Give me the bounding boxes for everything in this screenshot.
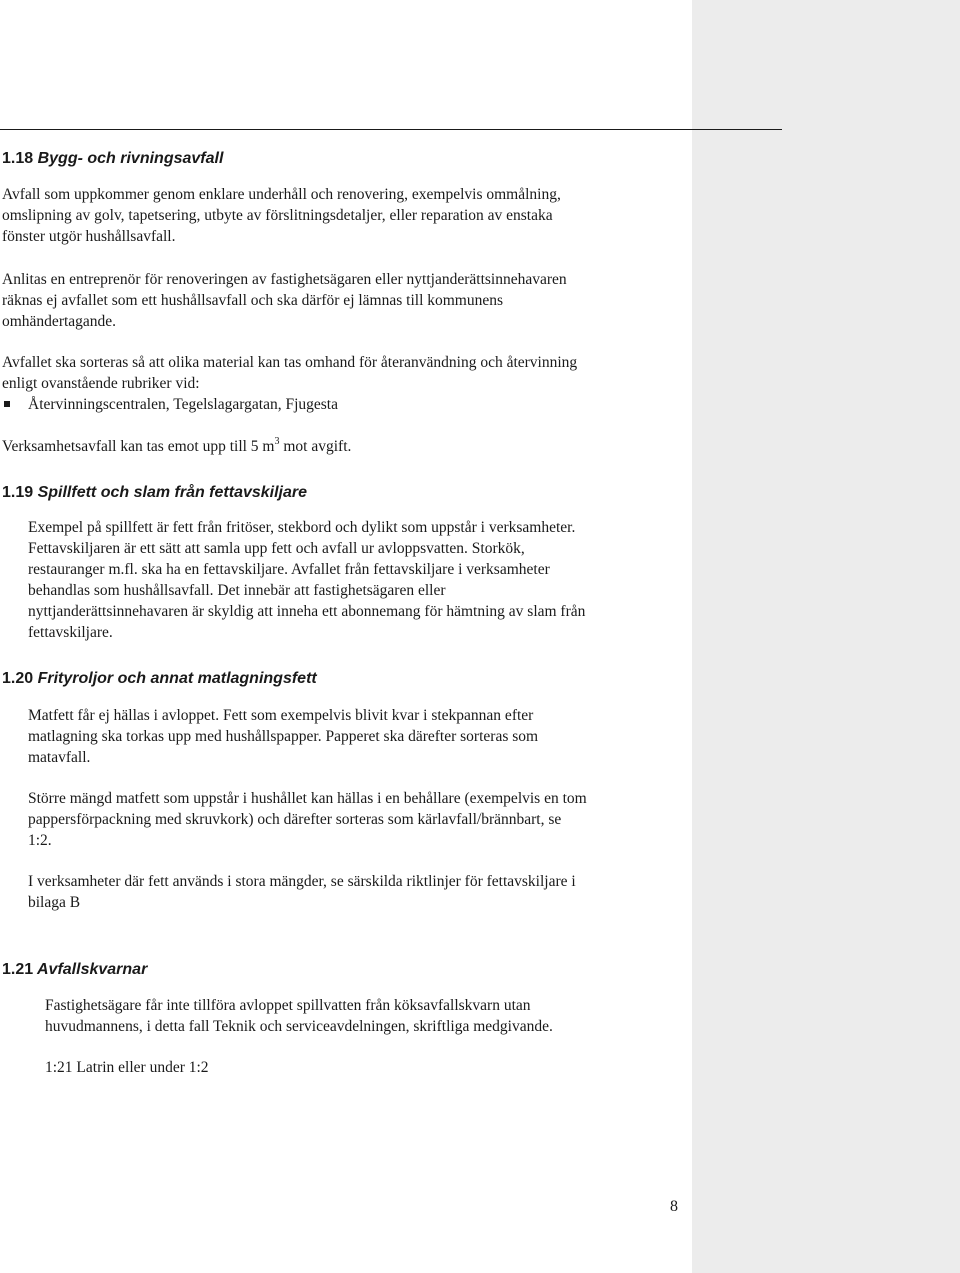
text-line: I verksamheter där fett används i stora mängder, se särskilda riktlinjer för fettavskiljare i [28,873,576,890]
bullet-text: Återvinningscentralen, Tegelslagargatan, Fjugesta [28,396,338,413]
text-line: bilaga B [28,894,81,911]
text-line: enligt ovanstående rubriker vid: [2,375,200,392]
text-line: Fastighetsägare får inte tillföra avloppet spillvatten från köksavfallskvarn utan [45,997,531,1014]
paragraph [45,995,553,1037]
text-line: Avfall som uppkommer genom enklare underhåll och renovering, exempelvis ommålning, [2,186,561,203]
section-heading-1-19 [2,484,307,502]
section-title: Frityroljor och annat matlagningsfett [37,670,317,687]
text-line: 1:21 Latrin eller under 1:2 [45,1059,209,1076]
comment-margin-panel [692,0,960,1273]
section-title: Spillfett och slam från fettavskiljare [37,484,308,501]
section-heading-1-20 [2,670,317,688]
text-line: Större mängd matfett som uppstår i hushållet kan hällas i en behållare (exempelvis en tom [28,790,587,807]
paragraph [2,352,577,394]
paragraph [28,705,538,768]
text-line: Avfallet ska sorteras så att olika material kan tas omhand för återanvändning och återvinning [2,354,578,371]
section-heading-1-21 [2,961,147,979]
text-line: matavfall. [28,749,91,766]
text-line: behandlas som hushållsavfall. Det innebär att fastighetsägaren eller [28,582,446,599]
text-line: Matfett får ej hällas i avloppet. Fett som exempelvis blivit kvar i stekpannan efter [28,707,534,724]
text-run: mot avgift. [279,438,352,455]
text-line: fettavskiljare. [28,624,113,641]
section-title: Avfallskvarnar [37,961,148,978]
text-line: Anlitas en entreprenör för renoveringen av fastighetsägaren eller nyttjanderättsinnehavaren [2,271,567,288]
text-line: Fettavskiljaren är ett sätt att samla upp fett och avfall ur avloppsvatten. Storkök, [28,540,525,557]
paragraph [2,436,351,457]
text-run: Verksamhetsavfall kan tas emot upp till 5 m [2,438,275,455]
text-line: omhändertagande. [2,313,117,330]
text-line: Exempel på spillfett är fett från fritöser, stekbord och dylikt som uppstår i verksamheter. [28,519,576,536]
paragraph [28,517,585,643]
text-line: restauranger m.fl. ska ha en fettavskiljare. Avfallet från fettavskiljare i verksamheter [28,561,550,578]
section-title: Bygg- och rivningsavfall [37,150,224,167]
text-line: nyttjanderättsinnehavaren är skyldig att inneha ett abonnemang för hämtning av slam från [28,603,586,620]
section-heading-1-18 [2,150,223,168]
section-number: 1.20 [2,670,34,687]
bullet-square-icon [4,401,10,407]
text-line: fönster utgör hushållsavfall. [2,228,176,245]
header-rule [0,129,782,130]
paragraph [2,184,561,247]
paragraph [28,871,576,913]
page-number: 8 [670,1198,678,1215]
paragraph [45,1057,209,1078]
text-line: 1:2. [28,832,52,849]
section-number: 1.18 [2,150,34,167]
section-number: 1.21 [2,961,34,978]
text-line: omslipning av golv, tapetsering, utbyte av förslitningsdetaljer, eller reparation av enstaka [2,207,553,224]
text-line: matlagning ska torkas upp med hushållspapper. Papperet ska därefter sorteras som [28,728,539,745]
paragraph [28,788,587,851]
text-line: räknas ej avfallet som ett hushållsavfall och ska därför ej lämnas till kommunens [2,292,504,309]
text-line: pappersförpackning med skruvkork) och därefter sorteras som kärlavfall/brännbart, se [28,811,562,828]
superscript: 3 [274,436,280,447]
section-number: 1.19 [2,484,34,501]
text-line: huvudmannens, i detta fall Teknik och serviceavdelningen, skriftliga medgivande. [45,1018,553,1035]
paragraph [2,269,567,332]
